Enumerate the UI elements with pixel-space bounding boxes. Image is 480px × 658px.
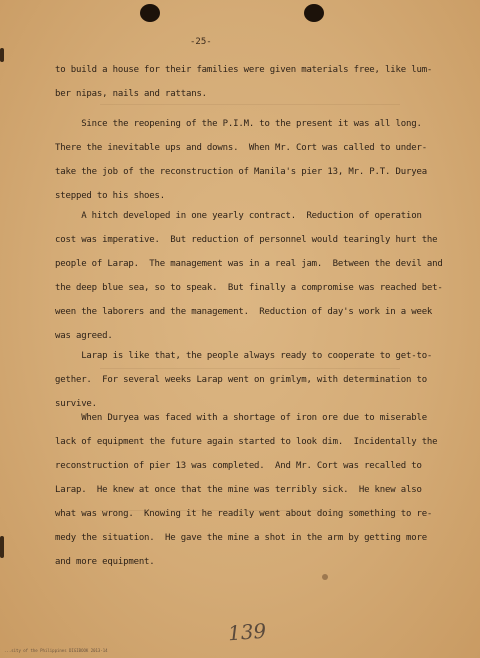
text-line: and more equipment. [55, 557, 155, 567]
text-line: medy the situation. He gave the mine a shot in the arm by getting more [55, 533, 427, 543]
text-line: lack of equipment the future again started to look dim. Incidentally the [55, 437, 438, 447]
paragraph-2 [55, 112, 435, 208]
text-line: ween the laborers and the management. Reduction of day's work in a week [55, 307, 433, 317]
binding-mark-bottom [0, 536, 4, 558]
text-line: people of Larap. The management was in a real jam. Between the devil and [55, 259, 443, 269]
text-line: Larap. He knew at once that the mine was terribly sick. He knew also [55, 485, 422, 495]
paragraph-5 [55, 406, 438, 574]
text-line: Since the reopening of the P.I.M. to the present it was all long. [55, 119, 422, 129]
stain-spot [322, 574, 328, 580]
text-line: was agreed. [55, 331, 113, 341]
punch-hole-right [304, 4, 324, 22]
text-line: the deep blue sea, so to speak. But finally a compromise was reached bet- [55, 283, 443, 293]
text-line: Larap is like that, the people always ready to cooperate to get-to- [55, 351, 433, 361]
text-line: reconstruction of pier 13 was completed. And Mr. Cort was recalled to [55, 461, 422, 471]
punch-hole-left [140, 4, 160, 22]
text-line: gether. For several weeks Larap went on grimlym, with determination to [55, 375, 427, 385]
text-line: There the inevitable ups and downs. When Mr. Cort was called to under- [55, 143, 427, 153]
paragraph-3 [55, 204, 443, 348]
text-line: survive. [55, 399, 97, 409]
text-line: ber nipas, nails and rattans. [55, 89, 207, 99]
paragraph-1 [55, 58, 435, 106]
handwritten-page-number: 139 [227, 618, 267, 646]
text-line: to build a house for their families were given materials free, like lum- [55, 65, 433, 75]
text-line: cost was imperative. But reduction of personnel would tearingly hurt the [55, 235, 438, 245]
text-line: what was wrong. Knowing it he readily went about doing something to re- [55, 509, 433, 519]
page-number: -25- [190, 37, 212, 47]
text-line: A hitch developed in one yearly contract. Reduction of operation [55, 211, 422, 221]
archive-footer: ...sity of the Philippines DIGIBOOK 2013-14 [4, 648, 108, 653]
text-line: stepped to his shoes. [55, 191, 166, 201]
text-line: take the job of the reconstruction of Manila's pier 13, Mr. P.T. Duryea [55, 167, 427, 177]
text-line: When Duryea was faced with a shortage of iron ore due to miserable [55, 413, 427, 423]
binding-mark-top [0, 48, 4, 62]
